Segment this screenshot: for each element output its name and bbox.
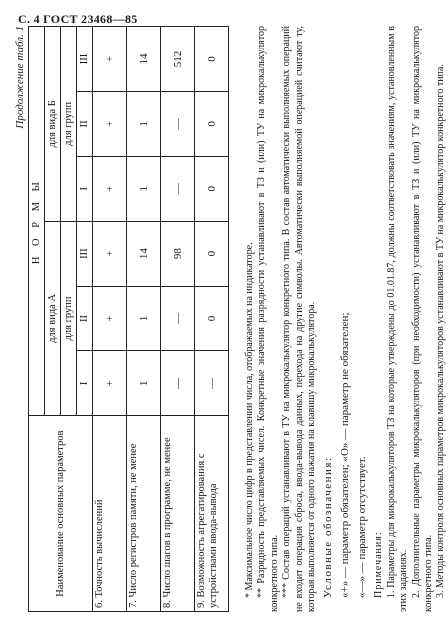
type-a-header: для вида А: [45, 221, 61, 416]
page-header: С. 4 ГОСТ 23468—85: [18, 12, 138, 26]
groups-b-header: для групп: [61, 27, 77, 222]
table-row: [195, 27, 229, 612]
legend-item: «—» — параметр отсутствует.: [356, 456, 369, 598]
group-col-header: III: [77, 27, 93, 92]
row-name: 6. Точность вычислений: [93, 416, 127, 612]
cell-value: —: [195, 351, 229, 416]
cell-value: +: [93, 27, 127, 92]
table-row: [127, 27, 161, 612]
row-name: 9. Возможность агрегатирования с устройствами ввода-вывода: [195, 416, 229, 612]
type-b-header: для вида Б: [45, 27, 61, 222]
table-row: [93, 27, 127, 612]
cell-value: +: [93, 286, 127, 351]
norms-header: Н О Р М Ы: [29, 27, 45, 416]
footnote: *** Состав операций устанавливают в ТУ на микрокалькулятор конкретного типа. В состав автоматически выполняемых операций не входит операция сброса, ввода-вывода данных, перехода на другие символы. Автоматически выполняемой операцией считают ту, которая выполняется от одного нажатия на клавишу микрокалькулятора.: [281, 26, 318, 612]
group-col-header: I: [77, 351, 93, 416]
note: 2. Дополнительные параметры микрокалькуляторов (при необходимости) устанавливают в ТЗ и (или) ТУ на микрокалькулятор конкретного типа.: [410, 26, 435, 612]
cell-value: +: [93, 221, 127, 286]
parameters-table: [28, 26, 229, 612]
cell-value: —: [161, 156, 195, 221]
table-continuation-label: Продолжение табл. 1: [14, 26, 26, 129]
cell-value: 0: [195, 91, 229, 156]
cell-value: 0: [195, 156, 229, 221]
param-name-header: Наименование основных параметров: [29, 416, 93, 612]
notes-section: [244, 26, 448, 612]
groups-a-header: для групп: [61, 221, 77, 416]
rotated-content: [12, 22, 447, 612]
row-name: 7. Число регистров памяти, не менее: [127, 416, 161, 612]
cell-value: —: [161, 351, 195, 416]
footnote: * Максимальное число цифр в представлении числа, отображаемых на индикаторе.: [244, 242, 255, 598]
cell-value: 1: [127, 286, 161, 351]
cell-value: 14: [127, 221, 161, 286]
note: 1. Параметры для микрокалькуляторов ТЗ на которые утверждены до 01.01.87, должны соответствовать значениям, установленным в этих заданиях.: [385, 26, 410, 612]
legend-item: «+» — параметр обязателен; «О» — параметр не обязателен;: [339, 312, 352, 598]
cell-value: 0: [195, 221, 229, 286]
footnote: ** Разрядность представляемых чисел. Конкретные значения разрядности устанавливают в ТЗ и (или) ТУ на микрокалькулятор конкретного типа.: [256, 26, 280, 612]
cell-value: —: [161, 286, 195, 351]
cell-value: 0: [195, 286, 229, 351]
cell-value: —: [161, 91, 195, 156]
group-col-header: I: [77, 156, 93, 221]
cell-value: 14: [127, 27, 161, 92]
row-name: 8. Число шагов в программе, не менее: [161, 416, 195, 612]
cell-value: 1: [127, 351, 161, 416]
cell-value: 0: [195, 27, 229, 92]
cell-value: +: [93, 156, 127, 221]
cell-value: +: [93, 351, 127, 416]
group-col-header: II: [77, 286, 93, 351]
cell-value: +: [93, 91, 127, 156]
cell-value: 512: [161, 27, 195, 92]
group-col-header: III: [77, 221, 93, 286]
legend-title: Условные обозначения:: [322, 456, 335, 598]
note: 3. Методы контроля основных параметров микрокалькуляторов устанавливают в ТУ на микрокалькулятор конкретного типа.: [435, 64, 447, 598]
cell-value: 98: [161, 221, 195, 286]
group-col-header: II: [77, 91, 93, 156]
notes-title: Примечания:: [373, 531, 385, 598]
cell-value: 1: [127, 91, 161, 156]
table-row: [161, 27, 195, 612]
cell-value: 1: [127, 156, 161, 221]
